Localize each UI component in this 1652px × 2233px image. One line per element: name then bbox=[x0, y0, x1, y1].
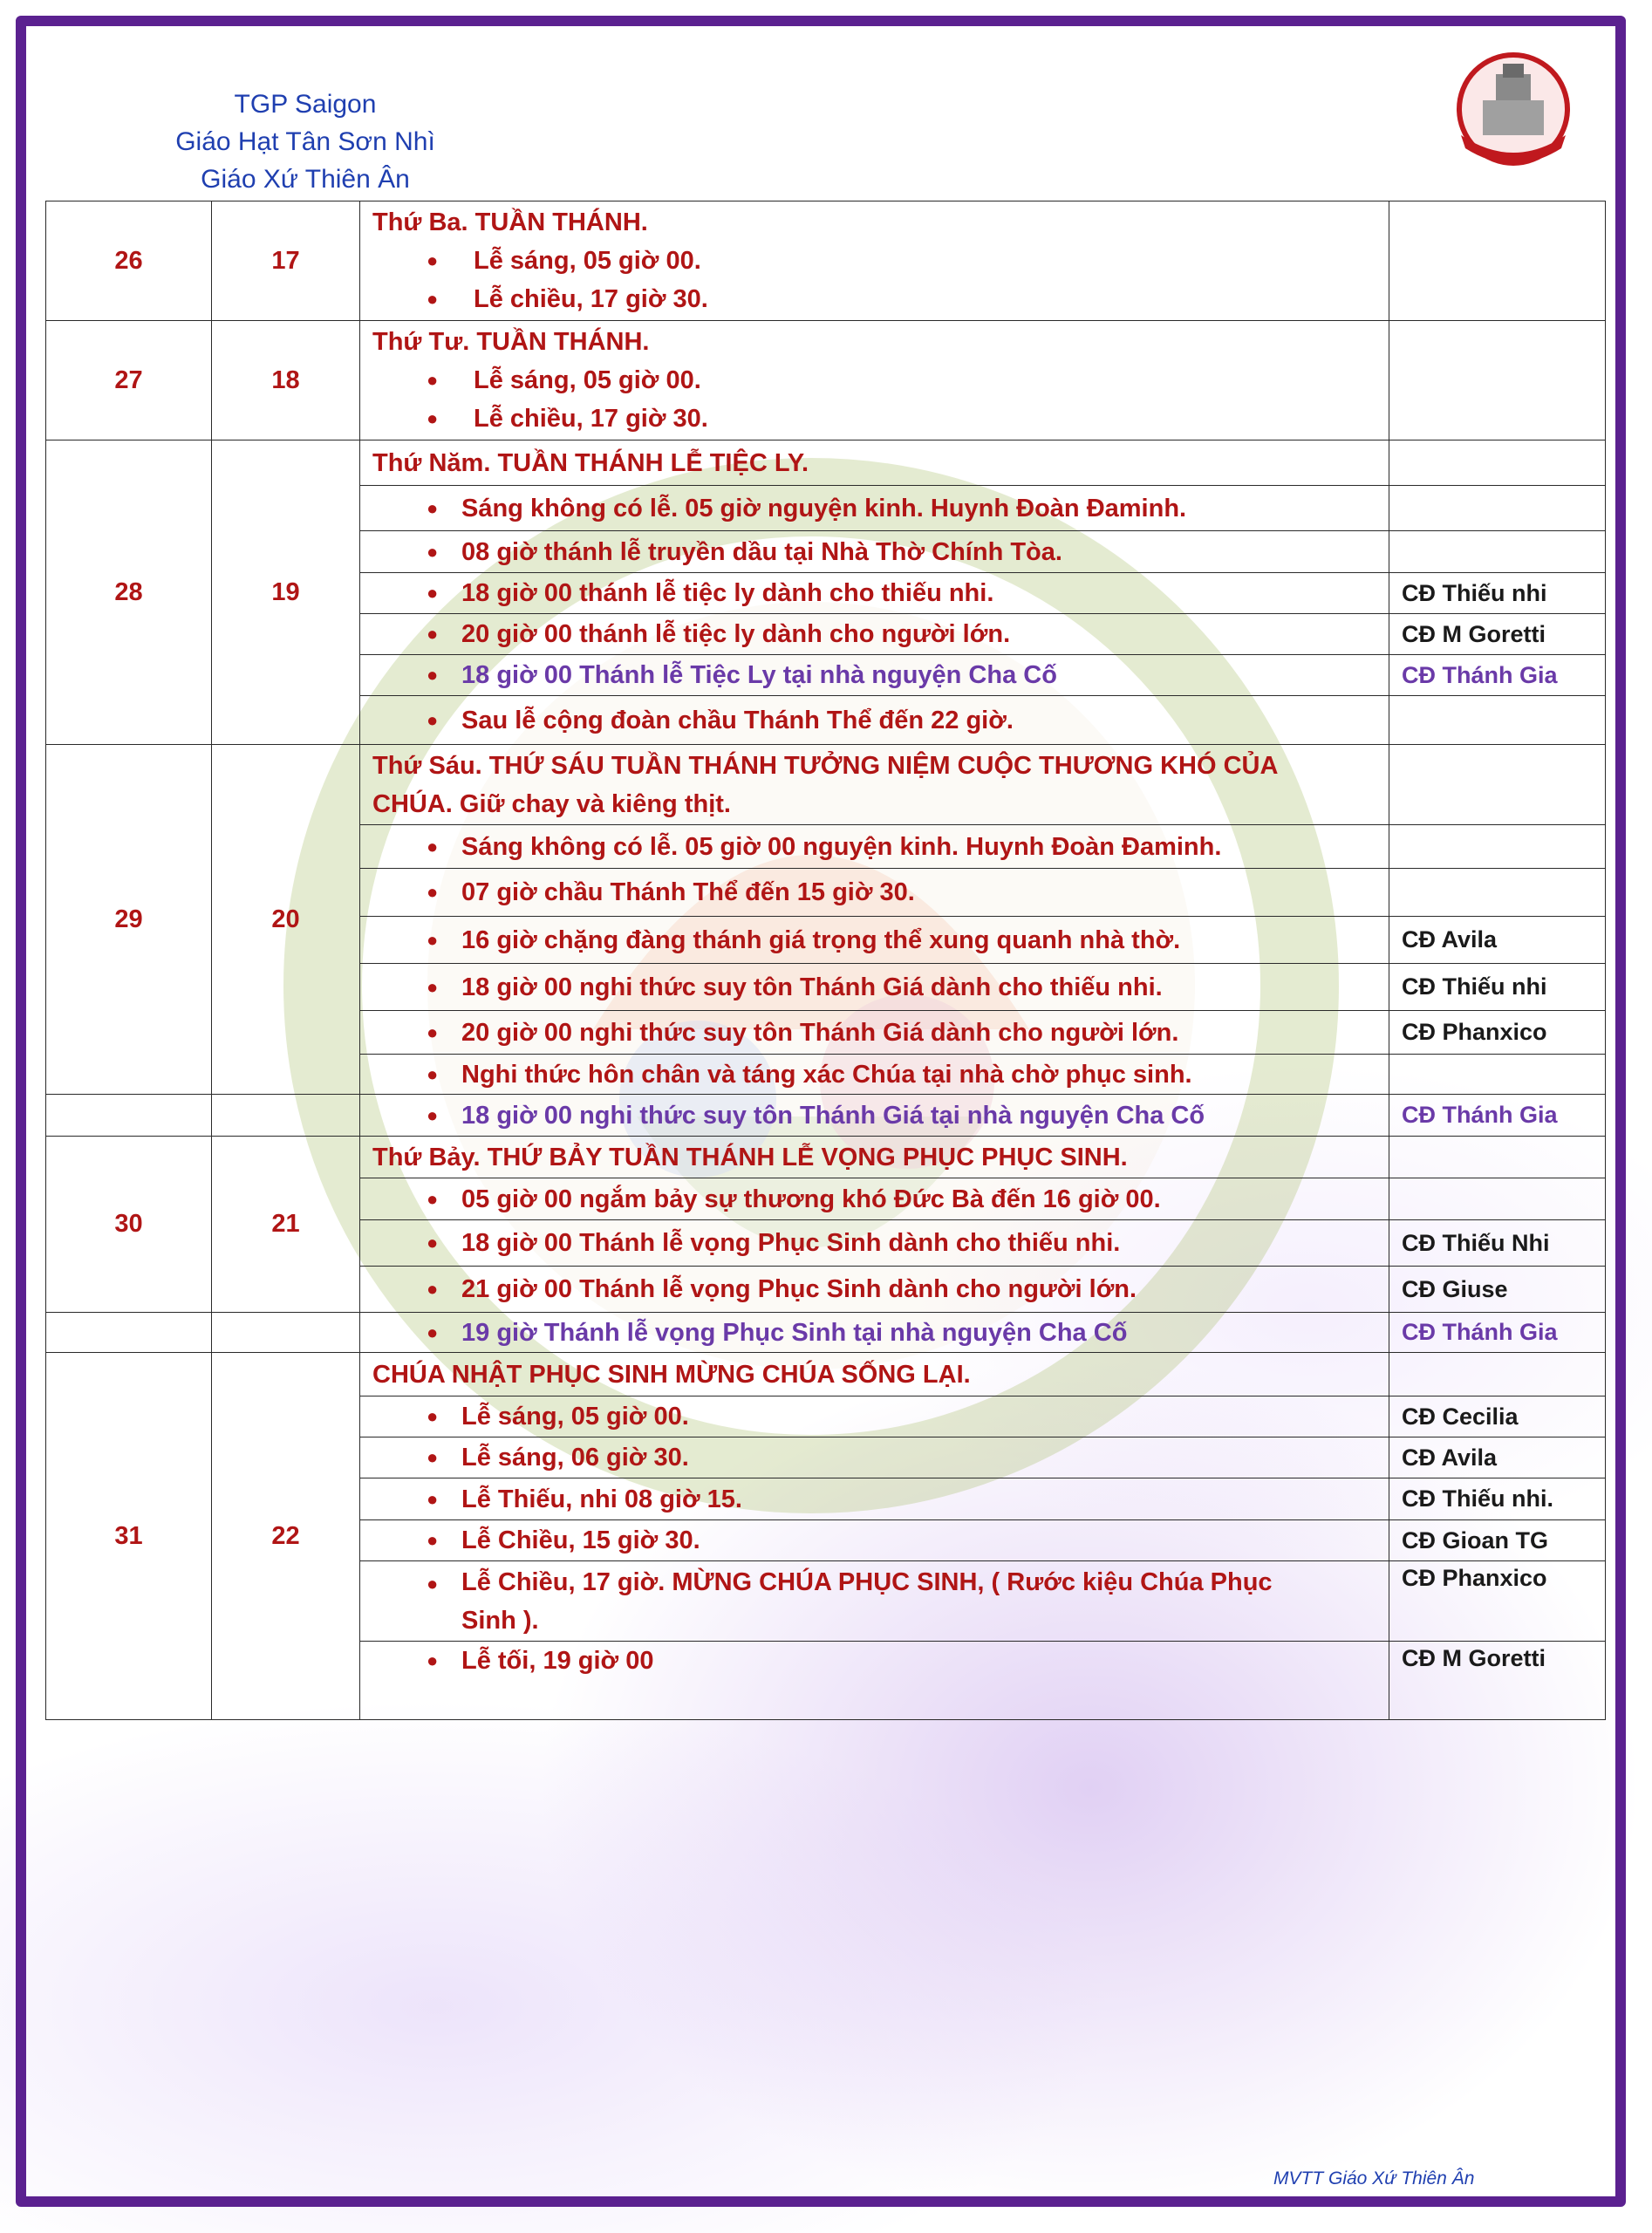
item-text: 05 giờ 00 ngắm bảy sự thương khó Đức Bà đến 16 giờ 00. bbox=[461, 1185, 1161, 1213]
group-cell bbox=[1389, 1137, 1606, 1178]
date-cell: 29 bbox=[46, 745, 212, 1095]
group-cell bbox=[1389, 1055, 1606, 1095]
group-cell: CĐ Cecilia bbox=[1389, 1396, 1606, 1437]
list-item bbox=[360, 1055, 1389, 1095]
list-item bbox=[360, 531, 1389, 573]
schedule-cell bbox=[360, 321, 1389, 440]
day-title: CHÚA NHẬT PHỤC SINH MỪNG CHÚA SỐNG LẠI. bbox=[360, 1353, 1389, 1396]
bullet-icon: ● bbox=[427, 708, 439, 731]
date-cell: 31 bbox=[46, 1353, 212, 1720]
group-cell: CĐ Thiếu Nhi bbox=[1389, 1220, 1606, 1267]
list-item bbox=[372, 361, 1389, 399]
item-text: 18 giờ 00 Thánh lễ vọng Phục Sinh dành cho thiếu nhi. bbox=[461, 1229, 1121, 1257]
group-cell bbox=[1389, 1353, 1606, 1396]
item-text: Sinh ). bbox=[461, 1606, 539, 1635]
group-cell bbox=[1389, 696, 1606, 745]
date-cell: 27 bbox=[46, 321, 212, 440]
bullet-icon: ● bbox=[427, 407, 439, 429]
bullet-icon: ● bbox=[427, 1446, 439, 1468]
parish-logo-icon bbox=[1448, 48, 1579, 179]
list-item bbox=[360, 655, 1389, 696]
list-item bbox=[360, 573, 1389, 614]
lunar-date-cell: 21 bbox=[212, 1137, 360, 1313]
item-text: 19 giờ Thánh lễ vọng Phục Sinh tại nhà nguyện Cha Cố bbox=[461, 1318, 1128, 1347]
list-item bbox=[360, 696, 1389, 745]
group-cell: CĐ Phanxico bbox=[1389, 1011, 1606, 1055]
bullet-icon: ● bbox=[427, 975, 439, 998]
schedule-cell bbox=[360, 201, 1389, 321]
table-row bbox=[46, 201, 1606, 321]
date-cell: 26 bbox=[46, 201, 212, 321]
item-text: Lễ sáng, 05 giờ 00. bbox=[474, 366, 701, 394]
day-title-line: CHÚA. Giữ chay và kiêng thịt. bbox=[372, 789, 731, 818]
item-text: 07 giờ chầu Thánh Thể đến 15 giờ 30. bbox=[461, 878, 915, 906]
group-cell bbox=[1389, 745, 1606, 825]
list-item bbox=[360, 1520, 1389, 1561]
group-cell: CĐ Giuse bbox=[1389, 1267, 1606, 1313]
item-text: Nghi thức hôn chân và táng xác Chúa tại nhà chờ phục sinh. bbox=[461, 1060, 1192, 1089]
item-text: Lễ Thiếu, nhi 08 giờ 15. bbox=[461, 1485, 742, 1513]
bullet-icon: ● bbox=[427, 1187, 439, 1210]
group-cell: CĐ Thánh Gia bbox=[1389, 1095, 1606, 1137]
group-cell bbox=[1389, 869, 1606, 917]
group-cell: CĐ Thánh Gia bbox=[1389, 655, 1606, 696]
table-row bbox=[46, 1313, 1606, 1353]
group-cell: CĐ Thiếu nhi bbox=[1389, 573, 1606, 614]
list-item bbox=[360, 1396, 1389, 1437]
item-text: 18 giờ 00 nghi thức suy tôn Thánh Giá tại nhà nguyện Cha Cố bbox=[461, 1101, 1205, 1130]
bullet-icon: ● bbox=[427, 664, 439, 686]
table-row bbox=[46, 1095, 1606, 1137]
bullet-icon: ● bbox=[427, 1405, 439, 1427]
holy-week-schedule-table bbox=[45, 201, 1606, 1720]
footer-credit: MVTT Giáo Xứ Thiên Ân bbox=[1273, 2168, 1475, 2189]
bullet-icon: ● bbox=[427, 369, 439, 391]
list-item bbox=[360, 1437, 1389, 1478]
list-item bbox=[360, 614, 1389, 655]
list-item bbox=[372, 242, 1389, 280]
group-cell bbox=[1389, 531, 1606, 573]
item-text: Sau lễ cộng đoàn chầu Thánh Thể đến 22 giờ. bbox=[461, 706, 1014, 734]
list-item bbox=[360, 1561, 1389, 1642]
list-item bbox=[360, 917, 1389, 964]
bullet-icon: ● bbox=[427, 1278, 439, 1300]
bullet-icon: ● bbox=[427, 1573, 439, 1595]
bullet-icon: ● bbox=[427, 1232, 439, 1253]
item-text: Lễ sáng, 05 giờ 00. bbox=[474, 247, 701, 275]
day-title: Thứ Bảy. THỨ BẢY TUẦN THÁNH LỄ VỌNG PHỤC PHỤC SINH. bbox=[360, 1137, 1389, 1178]
group-cell bbox=[1389, 440, 1606, 486]
item-text: Lễ tối, 19 giờ 00 bbox=[461, 1647, 654, 1675]
list-item bbox=[360, 825, 1389, 869]
group-cell: CĐ Gioan TG bbox=[1389, 1520, 1606, 1561]
item-text: 18 giờ 00 nghi thức suy tôn Thánh Giá dành cho thiếu nhi. bbox=[461, 973, 1163, 1001]
lunar-date-cell: 20 bbox=[212, 745, 360, 1095]
item-text: Sáng không có lễ. 05 giờ 00 nguyện kinh. Huynh Đoàn Đaminh. bbox=[461, 832, 1222, 861]
bullet-icon: ● bbox=[427, 582, 439, 604]
group-cell: CĐ Thiếu nhi bbox=[1389, 964, 1606, 1011]
table-row bbox=[46, 1137, 1606, 1178]
group-cell: CĐ Thiếu nhi. bbox=[1389, 1478, 1606, 1520]
list-item bbox=[360, 964, 1389, 1011]
list-item bbox=[360, 1178, 1389, 1220]
lunar-date-cell: 17 bbox=[212, 201, 360, 321]
date-cell: 30 bbox=[46, 1137, 212, 1313]
item-text: 18 giờ 00 Thánh lễ Tiệc Ly tại nhà nguyện Cha Cố bbox=[461, 661, 1057, 689]
group-cell: CĐ Thánh Gia bbox=[1389, 1313, 1606, 1353]
list-item bbox=[372, 280, 1389, 318]
date-cell bbox=[46, 1313, 212, 1353]
bullet-icon: ● bbox=[427, 249, 439, 271]
bullet-icon: ● bbox=[427, 1529, 439, 1551]
group-cell: CĐ M Goretti bbox=[1389, 614, 1606, 655]
day-title: Thứ Ba. TUẦN THÁNH. bbox=[372, 208, 648, 236]
group-cell bbox=[1389, 321, 1606, 440]
item-text: Lễ sáng, 05 giờ 00. bbox=[461, 1403, 689, 1431]
deanery-label: Giáo Hạt Tân Sơn Nhì bbox=[175, 127, 435, 156]
bullet-icon: ● bbox=[427, 1321, 439, 1343]
bullet-icon: ● bbox=[427, 288, 439, 310]
item-text: Lễ chiều, 17 giờ 30. bbox=[474, 285, 708, 313]
item-text: Lễ chiều, 17 giờ 30. bbox=[474, 405, 708, 433]
day-title: Thứ Năm. TUẦN THÁNH LỄ TIỆC LY. bbox=[360, 440, 1389, 486]
group-cell bbox=[1389, 486, 1606, 531]
list-item bbox=[360, 1313, 1389, 1353]
bullet-icon: ● bbox=[427, 881, 439, 903]
item-text: Lễ Chiều, 17 giờ. MỪNG CHÚA PHỤC SINH, ( Rước kiệu Chúa Phục bbox=[461, 1567, 1273, 1596]
bullet-icon: ● bbox=[427, 1649, 439, 1671]
lunar-date-cell: 19 bbox=[212, 440, 360, 745]
group-cell: CĐ Phanxico bbox=[1389, 1561, 1606, 1642]
bullet-icon: ● bbox=[427, 835, 439, 857]
list-item bbox=[360, 869, 1389, 917]
bullet-icon: ● bbox=[427, 496, 439, 519]
group-cell bbox=[1389, 825, 1606, 869]
group-cell: CĐ M Goretti bbox=[1389, 1642, 1606, 1720]
item-text: 20 giờ 00 thánh lễ tiệc ly dành cho người lớn. bbox=[461, 620, 1011, 648]
item-text: 18 giờ 00 thánh lễ tiệc ly dành cho thiếu nhi. bbox=[461, 579, 994, 607]
group-cell: CĐ Avila bbox=[1389, 917, 1606, 964]
date-cell: 28 bbox=[46, 440, 212, 745]
date-cell bbox=[46, 1095, 212, 1137]
bullet-icon: ● bbox=[427, 540, 439, 563]
table-row bbox=[46, 1353, 1606, 1396]
list-item bbox=[360, 1011, 1389, 1055]
lunar-date-cell bbox=[212, 1095, 360, 1137]
bullet-icon: ● bbox=[427, 1487, 439, 1510]
day-title: Thứ Tư. TUẦN THÁNH. bbox=[372, 328, 650, 356]
list-item bbox=[360, 1478, 1389, 1520]
item-text: Sáng không có lễ. 05 giờ nguyện kinh. Huynh Đoàn Đaminh. bbox=[461, 494, 1187, 522]
item-text: 21 giờ 00 Thánh lễ vọng Phục Sinh dành cho người lớn. bbox=[461, 1275, 1137, 1303]
list-item bbox=[360, 1642, 1389, 1720]
bullet-icon: ● bbox=[427, 1103, 439, 1126]
lunar-date-cell: 18 bbox=[212, 321, 360, 440]
lunar-date-cell bbox=[212, 1313, 360, 1353]
item-text: 08 giờ thánh lễ truyền dầu tại Nhà Thờ Chính Tòa. bbox=[461, 537, 1062, 566]
parish-label: Giáo Xứ Thiên Ân bbox=[201, 165, 410, 194]
bullet-icon: ● bbox=[427, 1021, 439, 1043]
list-item bbox=[360, 486, 1389, 531]
item-text: 20 giờ 00 nghi thức suy tôn Thánh Giá dành cho người lớn. bbox=[461, 1018, 1179, 1047]
item-text: Lễ Chiều, 15 giờ 30. bbox=[461, 1526, 700, 1554]
item-text: 16 giờ chặng đàng thánh giá trọng thể xung quanh nhà thờ. bbox=[461, 925, 1181, 954]
bullet-icon: ● bbox=[427, 1062, 439, 1085]
parish-header bbox=[166, 85, 445, 198]
archdiocese-label: TGP Saigon bbox=[234, 90, 377, 119]
group-cell bbox=[1389, 201, 1606, 321]
table-row bbox=[46, 440, 1606, 486]
group-cell: CĐ Avila bbox=[1389, 1437, 1606, 1478]
day-title bbox=[360, 745, 1389, 825]
day-title-line: Thứ Sáu. THỨ SÁU TUẦN THÁNH TƯỞNG NIỆM CUỘC THƯƠNG KHÓ CỦA bbox=[372, 751, 1279, 780]
group-cell bbox=[1389, 1178, 1606, 1220]
table-row bbox=[46, 321, 1606, 440]
list-item bbox=[360, 1220, 1389, 1267]
item-text: Lễ sáng, 06 giờ 30. bbox=[461, 1444, 689, 1472]
table-row bbox=[46, 745, 1606, 825]
list-item bbox=[360, 1267, 1389, 1313]
list-item bbox=[360, 1095, 1389, 1137]
bullet-icon: ● bbox=[427, 928, 439, 951]
lunar-date-cell: 22 bbox=[212, 1353, 360, 1720]
list-item bbox=[372, 399, 1389, 438]
bullet-icon: ● bbox=[427, 623, 439, 645]
